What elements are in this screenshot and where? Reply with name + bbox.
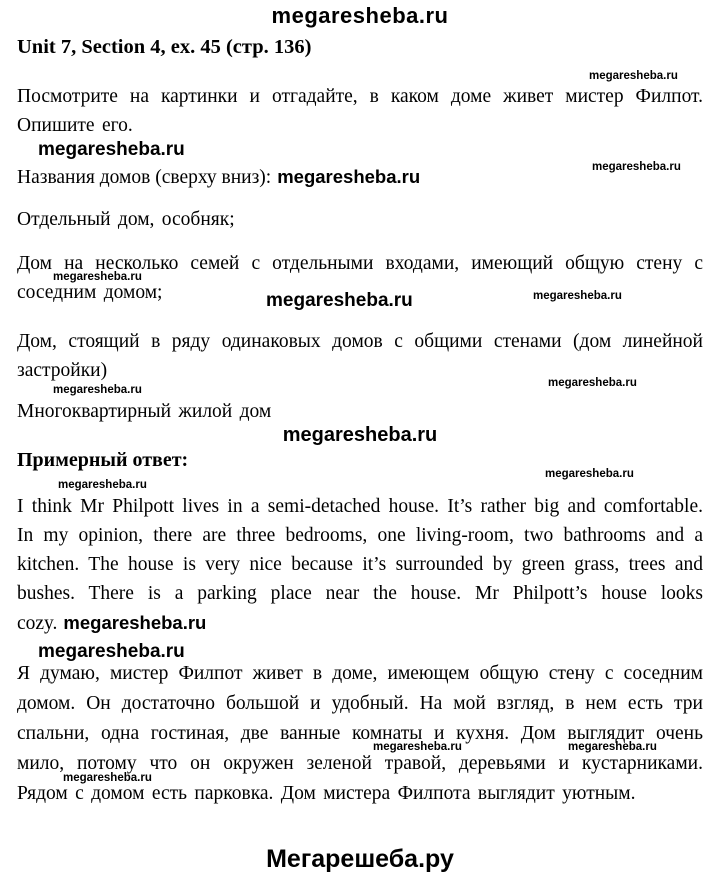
site-logo-footer: Мегарешеба.ру	[266, 845, 454, 873]
watermark: megaresheba.ru	[548, 377, 637, 389]
watermark: megaresheba.ru	[38, 139, 185, 160]
watermark: megaresheba.ru	[589, 70, 678, 82]
house-names-label: Названия домов (сверху вниз):	[17, 167, 272, 188]
watermark: megaresheba.ru	[266, 290, 413, 311]
watermark: megaresheba.ru	[63, 772, 152, 784]
watermark: megaresheba.ru	[63, 612, 207, 633]
task-description: Посмотрите на картинки и отгадайте, в каком доме живет мистер Филпот. Опишите его.	[17, 86, 703, 136]
watermark: megaresheba.ru	[58, 479, 147, 491]
house-type-item: Дом на несколько семей с отдельными входами, имеющий общую стену с соседним домом;	[17, 253, 703, 303]
watermark: megaresheba.ru	[533, 290, 622, 302]
watermark: megaresheba.ru	[568, 741, 657, 753]
house-type-item: Дом, стоящий в ряду одинаковых домов с общими стенами (дом линейной застройки)	[17, 331, 703, 381]
watermark: megaresheba.ru	[373, 741, 462, 753]
watermark: megaresheba.ru	[53, 271, 142, 283]
watermark: megaresheba.ru	[282, 424, 438, 446]
answer-russian-paragraph: Я думаю, мистер Филпот живет в доме, имеющем общую стену с соседним домом. Он достаточно большой и удобный. На мой взгляд, в нем есть три спальни, одна гостиная, две ванные комнаты и кухня. Дом выглядит очень мило, потому что он окружен зеленой травой, деревьями и кустарниками. Рядом с домом есть парковка. Дом мистера Филпота выглядит уютным.	[17, 663, 703, 804]
watermark: megaresheba.ru	[277, 166, 421, 187]
watermark: megaresheba.ru	[38, 641, 185, 662]
watermark: megaresheba.ru	[271, 3, 449, 28]
house-type-item: Многоквартирный жилой дом	[17, 401, 272, 422]
house-names-label-line	[17, 162, 420, 192]
answer-english-text: I think Mr Philpott lives in a semi-detached house. It’s rather big and comfortable. In my opinion, there are three bedrooms, one living-room, two bathrooms and a kitchen. The house is very nice because it’s surrounded by green grass, trees and bushes. There is a parking place near the house. Mr Philpott’s house looks cozy.	[17, 496, 703, 634]
exercise-title: Unit 7, Section 4, ex. 45 (стр. 136)	[17, 36, 312, 58]
answer-heading: Примерный ответ:	[17, 449, 189, 471]
answer-english-paragraph	[17, 492, 703, 638]
house-type-item: Отдельный дом, особняк;	[17, 209, 235, 230]
watermark: megaresheba.ru	[53, 384, 142, 396]
watermark: megaresheba.ru	[592, 161, 681, 173]
watermark: megaresheba.ru	[545, 468, 634, 480]
